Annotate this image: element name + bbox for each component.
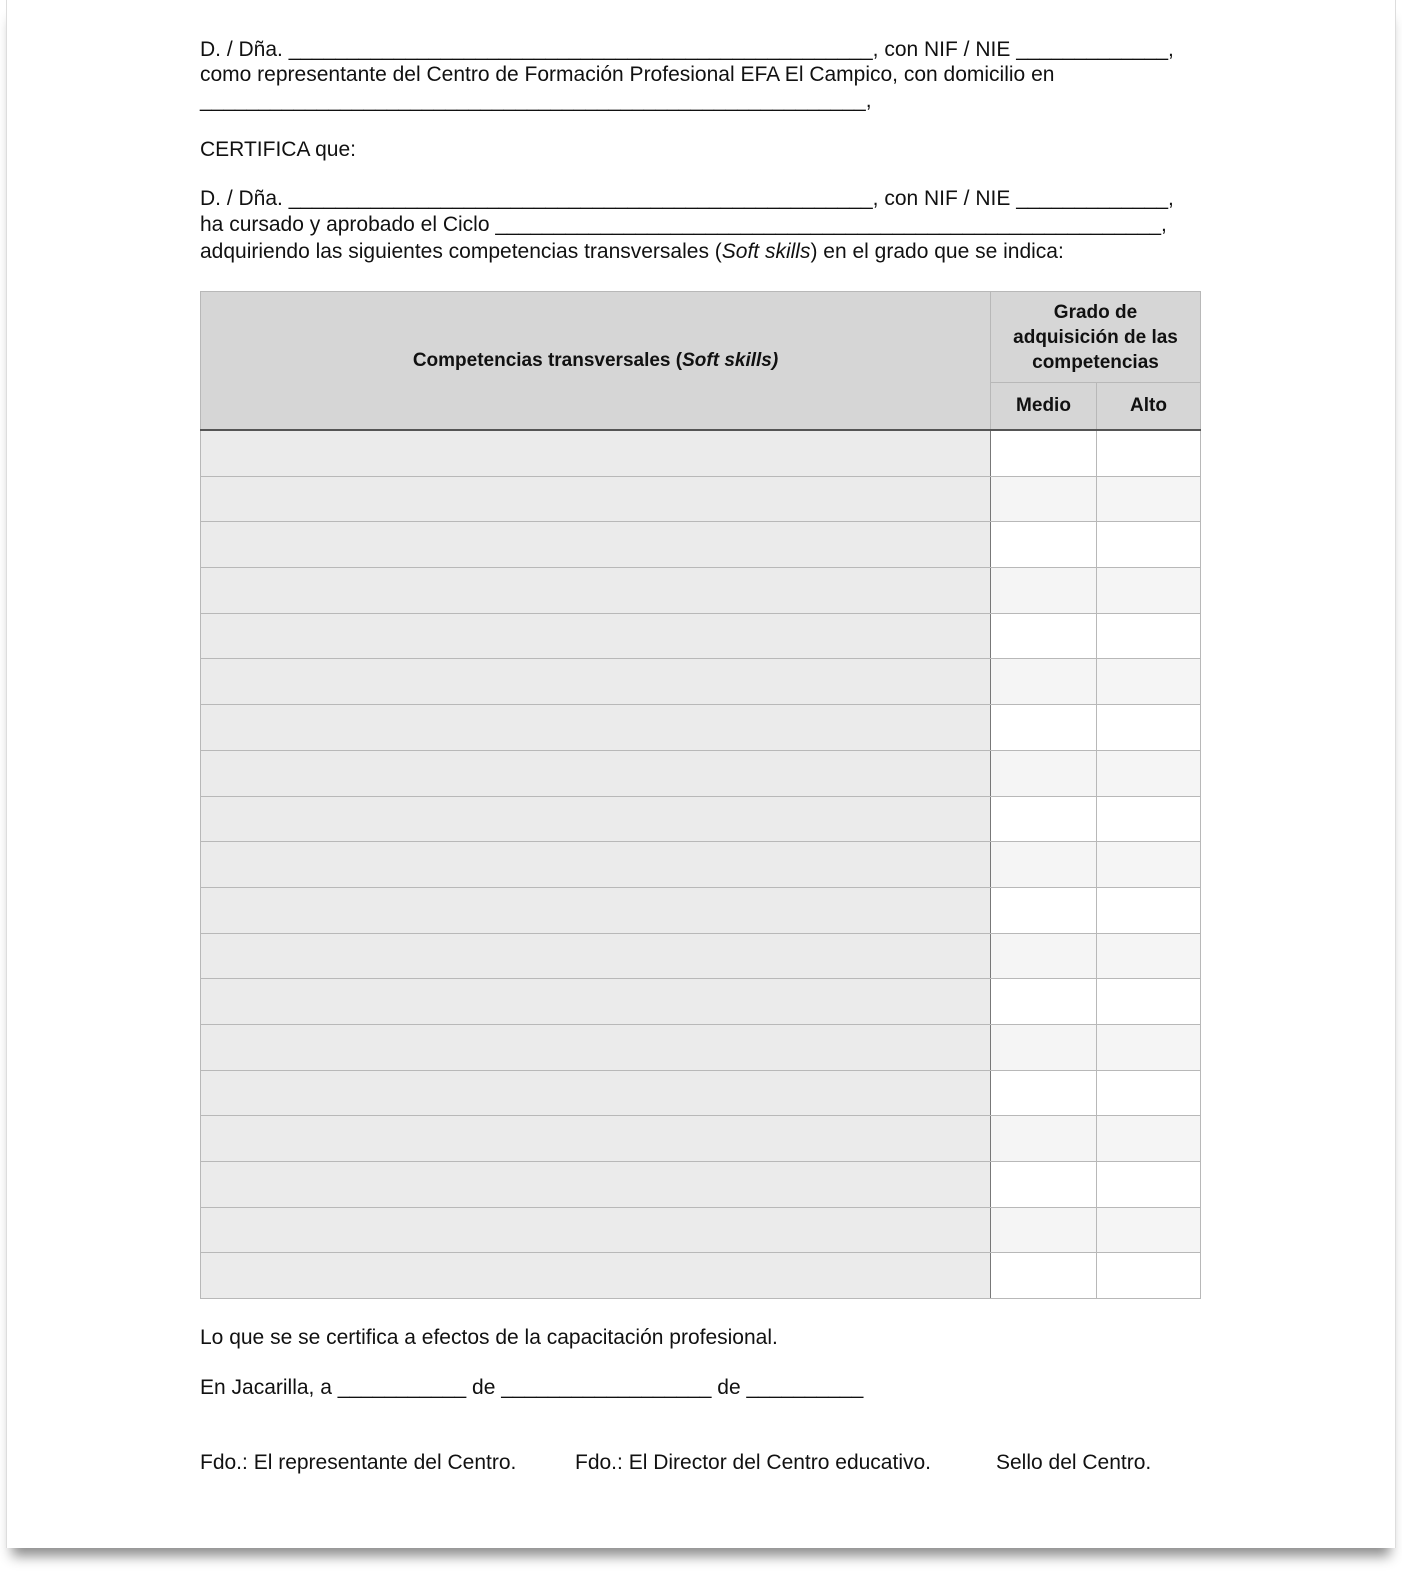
header-competencias-text: Competencias transversales (	[412, 349, 683, 371]
medio-cell[interactable]	[991, 659, 1097, 705]
alto-cell[interactable]	[1097, 1253, 1201, 1299]
competency-cell[interactable]	[201, 1116, 991, 1162]
alto-cell[interactable]	[1097, 522, 1201, 568]
skills-intro-pre: adquiriendo las siguientes competencias transversales (	[200, 240, 722, 263]
medio-cell[interactable]	[991, 613, 1097, 659]
competencies-table	[200, 291, 1201, 1299]
alto-cell[interactable]	[1097, 430, 1201, 476]
competency-cell[interactable]	[201, 705, 991, 751]
skills-intro-post: ) en el grado que se indica:	[810, 240, 1064, 263]
medio-cell[interactable]	[991, 705, 1097, 751]
center-line: como representante del Centro de Formación Profesional EFA El Campico, con domicilio en	[200, 63, 1055, 86]
signature-director: Fdo.: El Director del Centro educativo.	[575, 1451, 931, 1474]
table-row	[201, 796, 1201, 842]
competency-cell[interactable]	[201, 1253, 991, 1299]
signature-representative: Fdo.: El representante del Centro.	[200, 1451, 517, 1474]
competency-cell[interactable]	[201, 887, 991, 933]
table-row	[201, 1162, 1201, 1208]
table-row	[201, 1024, 1201, 1070]
student-line: D. / Dña. __________________________________________________, con NIF / NIE _____________,	[200, 187, 1174, 210]
medio-cell[interactable]	[991, 842, 1097, 888]
competency-cell[interactable]	[201, 979, 991, 1025]
address-line: _________________________________________________________,	[200, 89, 872, 112]
table-row	[201, 1116, 1201, 1162]
medio-cell[interactable]	[991, 568, 1097, 614]
competency-cell[interactable]	[201, 476, 991, 522]
alto-cell[interactable]	[1097, 750, 1201, 796]
medio-cell[interactable]	[991, 430, 1097, 476]
header-competencias	[201, 292, 991, 431]
date-line: En Jacarilla, a ___________ de __________________ de __________	[200, 1376, 864, 1399]
medio-cell[interactable]	[991, 1253, 1097, 1299]
table-row	[201, 613, 1201, 659]
table-row	[201, 1253, 1201, 1299]
competency-cell[interactable]	[201, 568, 991, 614]
alto-cell[interactable]	[1097, 659, 1201, 705]
table-row	[201, 979, 1201, 1025]
alto-cell[interactable]	[1097, 1116, 1201, 1162]
medio-cell[interactable]	[991, 1024, 1097, 1070]
medio-cell[interactable]	[991, 796, 1097, 842]
medio-cell[interactable]	[991, 887, 1097, 933]
table-row	[201, 568, 1201, 614]
competency-cell[interactable]	[201, 430, 991, 476]
alto-cell[interactable]	[1097, 705, 1201, 751]
table-row	[201, 1070, 1201, 1116]
competency-cell[interactable]	[201, 613, 991, 659]
alto-cell[interactable]	[1097, 887, 1201, 933]
ciclo-line: ha cursado y aprobado el Ciclo _________________________________________________________,	[200, 213, 1167, 236]
competency-cell[interactable]	[201, 522, 991, 568]
header-alto: Alto	[1097, 383, 1201, 431]
table-row	[201, 750, 1201, 796]
table-row	[201, 705, 1201, 751]
competency-cell[interactable]	[201, 1207, 991, 1253]
certifica-heading: CERTIFICA que:	[200, 138, 357, 161]
skills-intro-line	[200, 239, 1064, 265]
medio-cell[interactable]	[991, 1162, 1097, 1208]
table-row	[201, 933, 1201, 979]
alto-cell[interactable]	[1097, 613, 1201, 659]
competency-cell[interactable]	[201, 933, 991, 979]
medio-cell[interactable]	[991, 979, 1097, 1025]
alto-cell[interactable]	[1097, 796, 1201, 842]
competency-cell[interactable]	[201, 659, 991, 705]
medio-cell[interactable]	[991, 750, 1097, 796]
skills-intro-italic: Soft skills	[721, 240, 811, 263]
representative-line: D. / Dña. __________________________________________________, con NIF / NIE _____________,	[200, 38, 1174, 61]
alto-cell[interactable]	[1097, 933, 1201, 979]
table-row	[201, 1207, 1201, 1253]
alto-cell[interactable]	[1097, 979, 1201, 1025]
table-row	[201, 476, 1201, 522]
table-row	[201, 887, 1201, 933]
table-row	[201, 842, 1201, 888]
medio-cell[interactable]	[991, 933, 1097, 979]
competency-cell[interactable]	[201, 796, 991, 842]
alto-cell[interactable]	[1097, 1024, 1201, 1070]
alto-cell[interactable]	[1097, 1070, 1201, 1116]
competency-cell[interactable]	[201, 1162, 991, 1208]
alto-cell[interactable]	[1097, 568, 1201, 614]
alto-cell[interactable]	[1097, 1207, 1201, 1253]
medio-cell[interactable]	[991, 522, 1097, 568]
header-grado	[991, 292, 1201, 383]
alto-cell[interactable]	[1097, 842, 1201, 888]
medio-cell[interactable]	[991, 1116, 1097, 1162]
header-competencias-italic: Soft skills)	[682, 349, 779, 371]
competency-cell[interactable]	[201, 1024, 991, 1070]
table-row	[201, 522, 1201, 568]
competency-cell[interactable]	[201, 842, 991, 888]
alto-cell[interactable]	[1097, 1162, 1201, 1208]
table-row	[201, 659, 1201, 705]
seal-label: Sello del Centro.	[996, 1451, 1152, 1474]
header-medio: Medio	[991, 383, 1097, 431]
competency-cell[interactable]	[201, 750, 991, 796]
competency-cell[interactable]	[201, 1070, 991, 1116]
certify-text: Lo que se se certifica a efectos de la capacitación profesional.	[200, 1326, 778, 1349]
medio-cell[interactable]	[991, 1207, 1097, 1253]
medio-cell[interactable]	[991, 476, 1097, 522]
alto-cell[interactable]	[1097, 476, 1201, 522]
table-row	[201, 430, 1201, 476]
medio-cell[interactable]	[991, 1070, 1097, 1116]
header-grado-text: Grado de adquisición de las competencias	[1013, 301, 1178, 373]
